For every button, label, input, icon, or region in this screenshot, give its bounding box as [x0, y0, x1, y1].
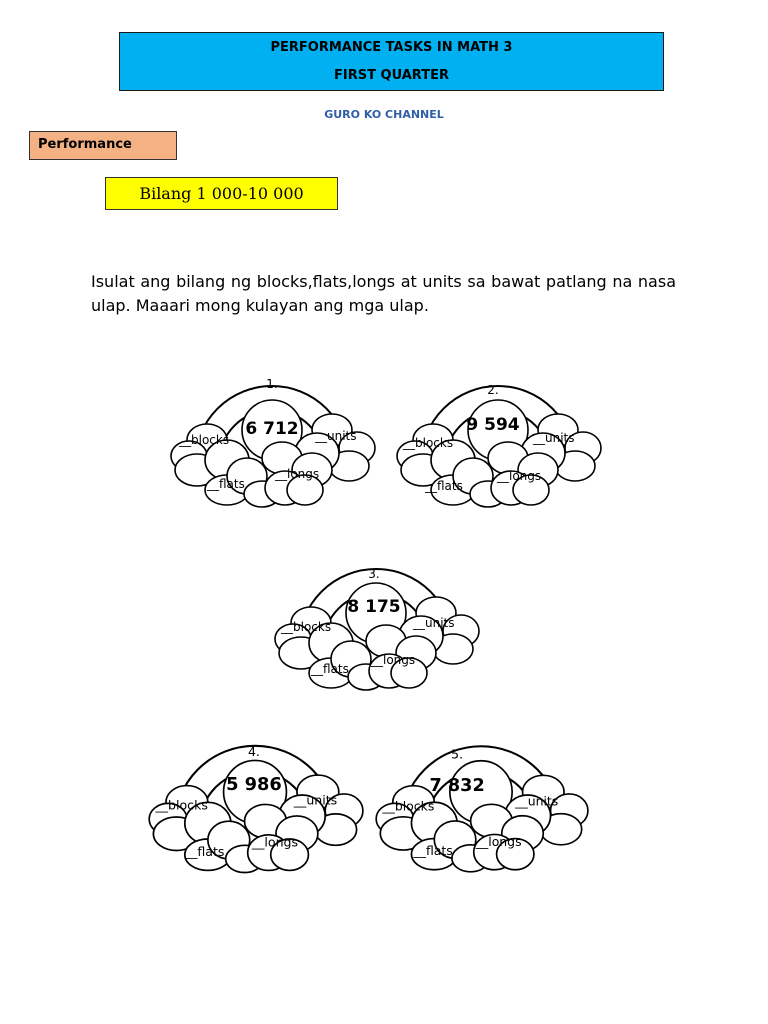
units-blank: __units: [413, 616, 455, 630]
item-number: 2.: [487, 383, 499, 397]
topic-label: Bilang 1 000-10 000: [105, 177, 338, 210]
rainbow-cloud-4: [145, 715, 365, 875]
item-number: 4.: [247, 744, 260, 760]
title-line-2: FIRST QUARTER: [334, 67, 449, 83]
item-number: 1.: [266, 377, 278, 391]
title-line-1: PERFORMANCE TASKS IN MATH 3: [270, 39, 513, 55]
section-label: Performance: [29, 131, 177, 160]
title-banner: [119, 32, 664, 91]
blocks-blank: __blocks: [281, 620, 332, 634]
blocks-blank: __blocks: [403, 436, 454, 450]
blocks-blank: __blocks: [155, 797, 208, 813]
units-blank: __units: [293, 792, 338, 808]
item-value: 7 832: [429, 775, 485, 796]
flats-blank: __flats: [425, 479, 463, 493]
flats-blank: __flats: [413, 843, 453, 859]
rainbow-cloud-2: [393, 358, 603, 508]
longs-blank: __longs: [251, 834, 299, 850]
item-value: 8 175: [347, 597, 401, 617]
longs-blank: __longs: [275, 467, 320, 481]
item-value: 9 594: [466, 415, 520, 435]
rainbow-cloud-3: [271, 541, 481, 691]
blocks-blank: __blocks: [382, 798, 435, 814]
instructions-text: Isulat ang bilang ng blocks,flats,longs at units sa bawat patlang na nasa ulap. Maaari mong kulayan ang mga ulap.: [91, 272, 676, 315]
item-value: 5 986: [226, 773, 282, 795]
flats-blank: __flats: [311, 662, 349, 676]
longs-blank: __longs: [475, 833, 522, 849]
item-value: 6 712: [245, 419, 299, 439]
flats-blank: __flats: [207, 477, 245, 491]
item-number: 3.: [368, 567, 380, 581]
channel-name: GURO KO CHANNEL: [324, 108, 444, 121]
units-blank: __units: [315, 429, 357, 443]
item-number: 5.: [451, 746, 464, 762]
longs-blank: __longs: [497, 469, 542, 483]
longs-blank: __longs: [371, 653, 416, 667]
flats-blank: __flats: [184, 843, 225, 859]
blocks-blank: __blocks: [179, 433, 230, 447]
units-blank: __units: [515, 793, 559, 809]
rainbow-cloud-1: [167, 358, 377, 508]
units-blank: __units: [533, 431, 575, 445]
rainbow-cloud-5: [372, 715, 590, 875]
